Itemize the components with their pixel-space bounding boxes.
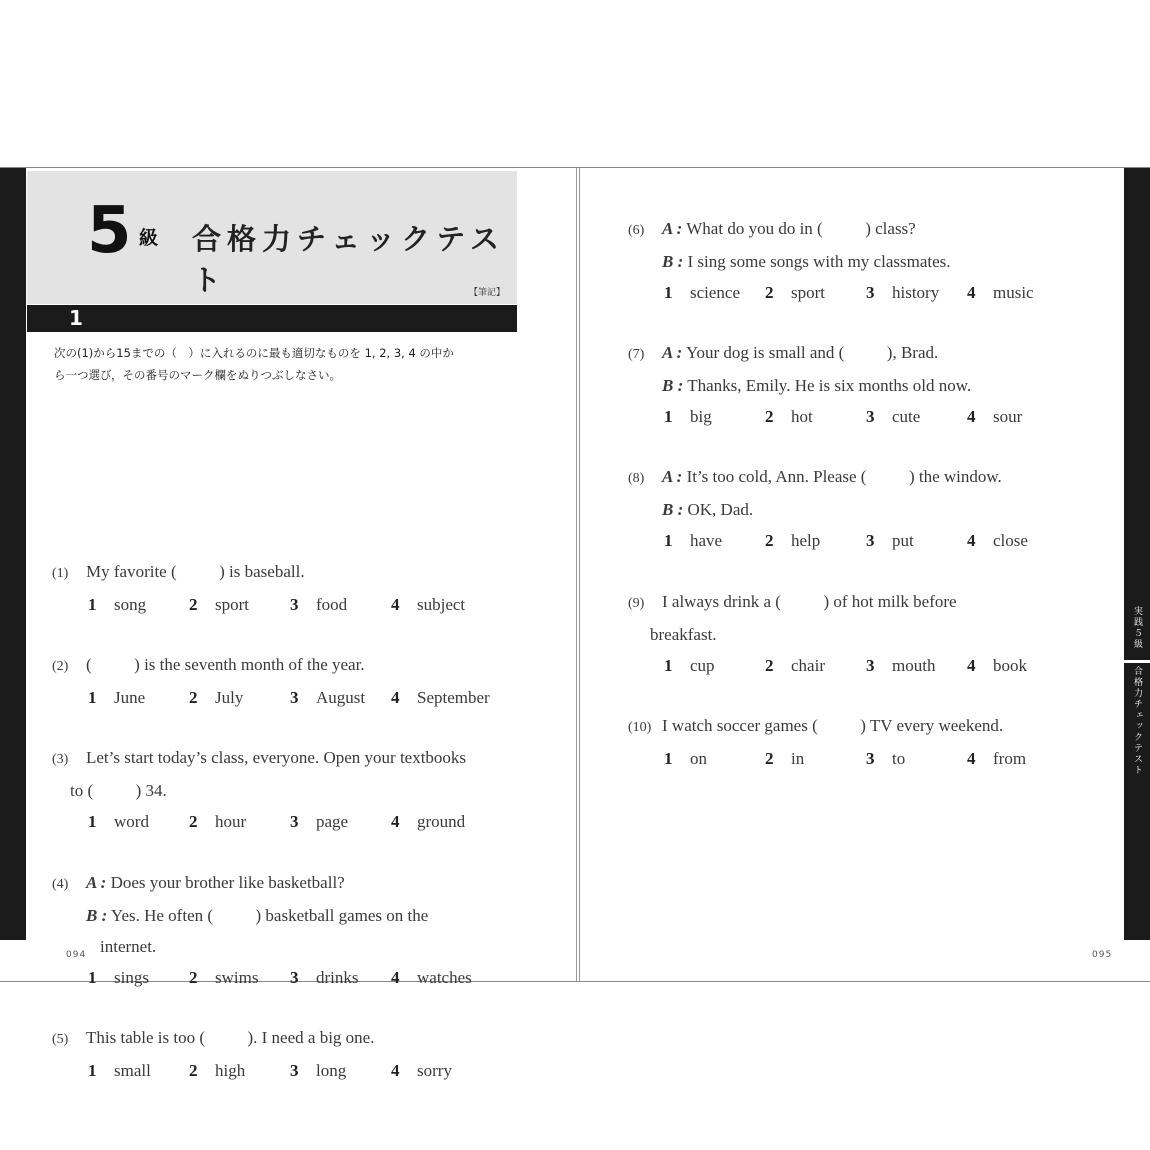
question-number: (9) [628,596,645,611]
choice: 4 book [967,656,1027,675]
choice: 2 in [765,749,805,768]
speaker-label: A : [662,219,683,238]
left-page [0,168,577,1080]
choice: 2 chair [765,656,825,675]
choice: 2 hot [765,407,813,426]
right-page [579,168,1150,981]
question-number: (10) [628,720,652,735]
choice: 3 mouth [866,656,936,675]
choice-list [628,650,1068,681]
speaker-label: B : [662,500,684,519]
choice: 1 have [664,531,723,550]
choice: 3 long [290,1061,347,1080]
speaker-label: B : [86,906,108,925]
section-bar [27,305,517,332]
question-5 [52,1022,492,1086]
speaker-label: A : [662,343,683,362]
choice: 2 July [189,688,244,707]
left-edge-bar [0,168,26,940]
choice: 2 high [189,1061,246,1080]
question-number: (6) [628,223,645,238]
question-text: I always drink a ( ) of hot milk before [662,592,957,611]
question-text: My favorite ( ) is baseball. [86,562,305,581]
choice: 1 small [88,1061,151,1080]
question-text: I watch soccer games ( ) TV every weekend. [662,716,1004,735]
choice-list [52,589,492,620]
choice: 4 ground [391,812,466,831]
choice-list [628,743,1068,774]
choice: 4 sour [967,407,1023,426]
choice: 1 word [88,812,149,831]
dialogue-line: Yes. He often ( ) basketball games on the [110,906,429,925]
question-10 [628,710,1068,774]
book-spread [0,167,1150,1080]
choice: 1 cup [664,656,715,675]
choice: 2 swims [189,968,259,987]
question-number: (4) [52,877,69,892]
choice: 4 music [967,283,1034,302]
choice: 3 history [866,283,940,302]
question-9 [628,586,1068,681]
choice: 1 June [88,688,146,707]
question-7 [628,337,1068,432]
choice: 4 sorry [391,1061,452,1080]
page-number: 094 [66,950,87,960]
question-text: This table is too ( ). I need a big one. [86,1028,375,1047]
right-edge-bar [1124,168,1150,940]
choice: 4 watches [391,968,472,987]
choice: 1 song [88,595,147,614]
instructions-line: ら一つ選び，その番号のマーク欄をぬりつぶしなさい。 [54,368,342,382]
question-1 [52,556,492,620]
choice: 4 subject [391,595,466,614]
question-6 [628,213,1068,308]
instructions [54,342,524,386]
choice-list [52,682,492,713]
side-tab-divider [1124,660,1150,663]
dialogue-line: Does your brother like basketball? [110,873,345,892]
choice: 3 food [290,595,348,614]
choice: 2 help [765,531,821,550]
dialogue-line: Your dog is small and ( ), Brad. [685,343,939,362]
choice: 3 August [290,688,366,707]
choice: 2 sport [765,283,825,302]
speaker-label: B : [662,252,684,271]
dialogue-line: It’s too cold, Ann. Please ( ) the window. [686,467,1002,486]
choice: 4 September [391,688,490,707]
choice-list [52,806,492,837]
choice: 2 hour [189,812,247,831]
question-number: (3) [52,752,69,767]
question-text-continued: breakfast. [650,625,717,644]
speaker-label: B : [662,376,684,395]
question-text-continued: to ( ) 34. [70,781,167,800]
instructions-line: 次の(1)から15までの（ ）に入れるのに最も適切なものを 1, 2, 3, 4 の中か [54,346,454,360]
question-number: (7) [628,347,645,362]
choice: 4 from [967,749,1027,768]
question-number: (5) [52,1032,69,1047]
choice: 1 on [664,749,707,768]
side-tab-title: 合格力チェックテスト [1132,666,1142,776]
question-3 [52,742,492,837]
speaker-label: A : [662,467,683,486]
page-title: 合格力チェックテスト [192,222,505,297]
choice-list [628,401,1068,432]
choice-list [628,277,1068,308]
choice-list [52,962,492,993]
choice: 3 put [866,531,914,550]
choice: 3 page [290,812,349,831]
grade-number: 5 [87,194,132,268]
speaker-label: A : [86,873,107,892]
section-tag: 【筆記】 [468,288,505,298]
dialogue-line: Thanks, Emily. He is six months old now. [687,376,972,395]
choice-list [52,1055,492,1086]
dialogue-line: OK, Dad. [687,500,754,519]
question-text: Let’s start today’s class, everyone. Open your textbooks [86,748,467,767]
choice: 4 close [967,531,1028,550]
dialogue-line-continued: internet. [100,937,157,956]
choice: 1 science [664,283,741,302]
choice: 3 drinks [290,968,359,987]
question-8 [628,461,1068,556]
question-number: (1) [52,566,69,581]
choice-list [628,525,1068,556]
question-number: (8) [628,471,645,486]
choice: 3 cute [866,407,921,426]
question-4 [52,867,492,993]
question-text: ( ) is the seventh month of the year. [86,655,365,674]
choice: 1 big [664,407,712,426]
page-number: 095 [1092,950,1113,960]
side-tab-level: 実践５級 [1132,606,1142,650]
dialogue-line: I sing some songs with my classmates. [687,252,951,271]
choice: 1 sings [88,968,149,987]
grade-unit: 級 [139,227,159,249]
question-2 [52,649,492,713]
choice: 2 sport [189,595,249,614]
choice: 3 to [866,749,906,768]
title-box [27,171,517,304]
question-number: (2) [52,659,69,674]
dialogue-line: What do you do in ( ) class? [686,219,916,238]
section-number: 1 [69,306,83,330]
